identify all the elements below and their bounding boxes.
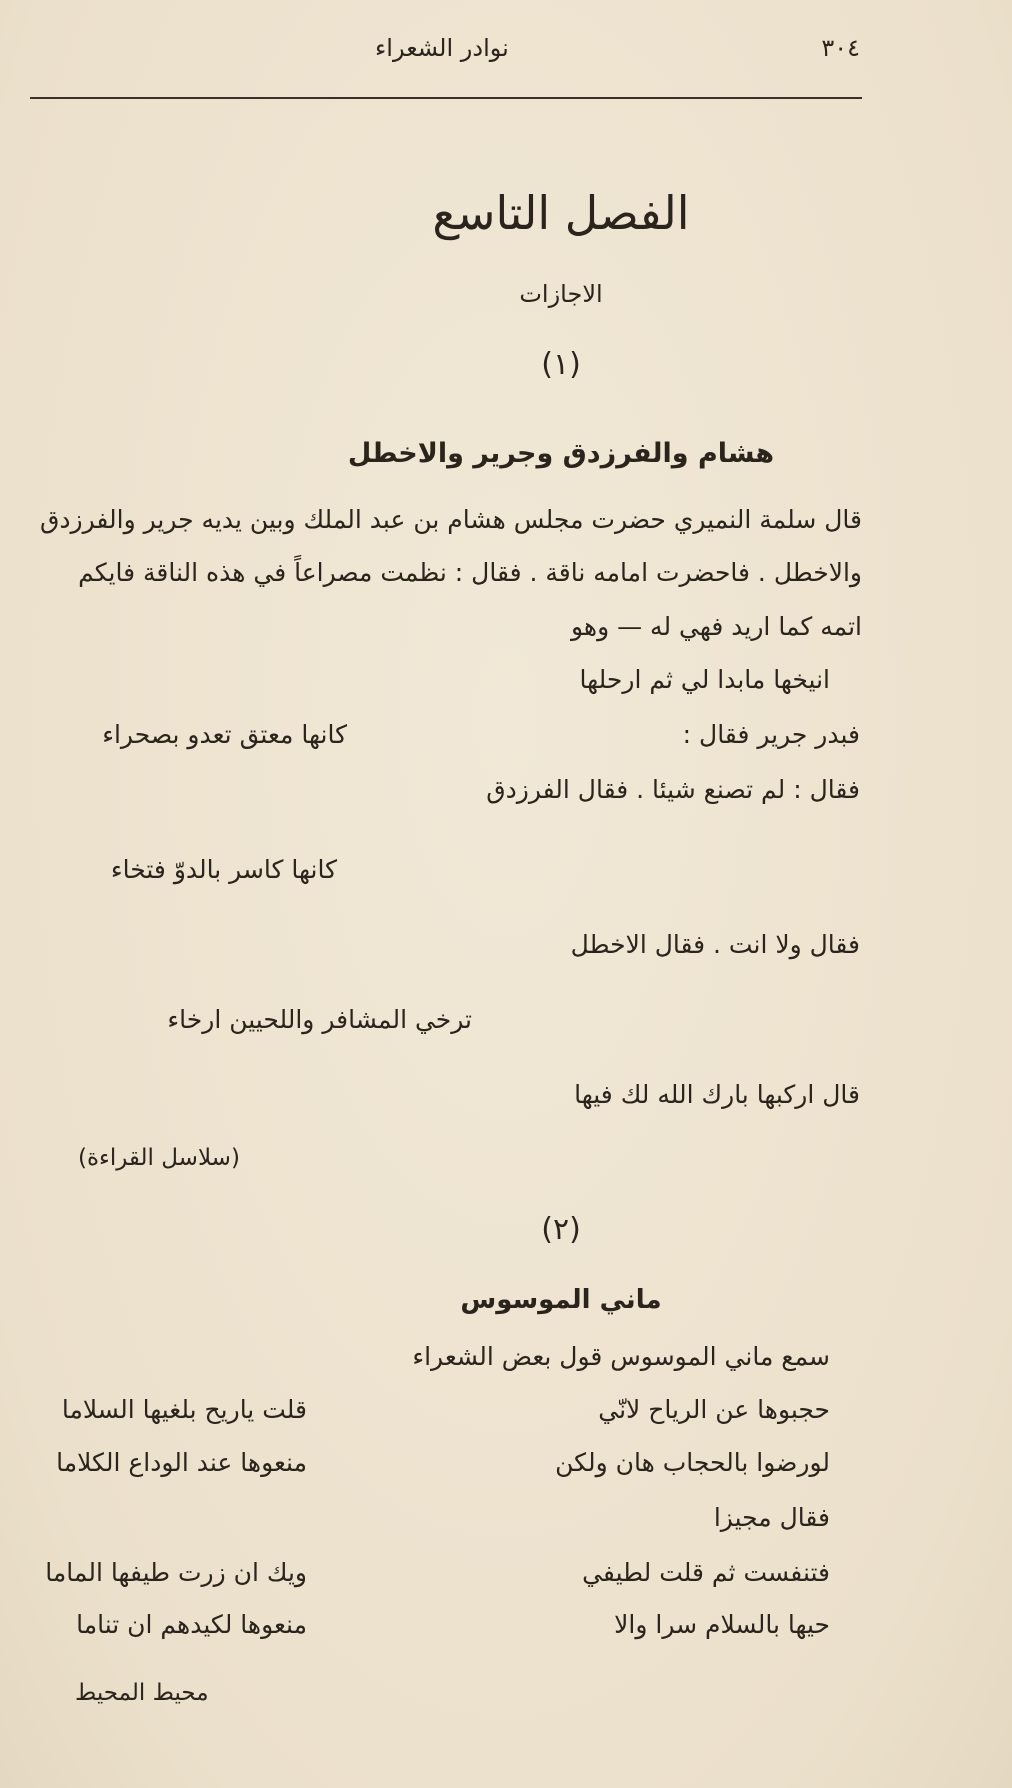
verse-line: كانها معتق تعدو بصحراء <box>102 720 347 749</box>
text-line: فقال : لم تصنع شيئا . فقال الفرزدق <box>486 775 860 804</box>
verse-line: انيخها مابدا لي ثم ارحلها <box>579 665 830 694</box>
paragraph-line: اتمه كما اريد فهي له — وهو <box>570 612 862 641</box>
section-number: (٢) <box>541 1212 581 1247</box>
verse-first-half: حجبوها عن الرياح لانّي <box>598 1395 830 1424</box>
verse-line: كانها كاسر بالدوّ فتخاء <box>110 855 337 884</box>
paragraph-line: والاخطل . فاحضرت امامه ناقة . فقال : نظمت مصراعاً في هذه الناقة فايكم <box>78 558 862 587</box>
text-line: قال اركبها بارك الله لك فيها <box>574 1080 860 1109</box>
paragraph-line: قال سلمة النميري حضرت مجلس هشام بن عبد الملك وبين يديه جرير والفرزدق <box>39 505 862 534</box>
text-line: فقال مجيزا <box>713 1503 830 1532</box>
source-citation: (سلاسل القراءة) <box>78 1145 240 1171</box>
header-rule <box>30 97 862 99</box>
section-number: (١) <box>541 347 581 382</box>
section-heading: ماني الموسوس <box>460 1285 662 1315</box>
verse-second-half: منعوها عند الوداع الكلاما <box>56 1448 307 1477</box>
page-number: ٣٠٤ <box>821 34 860 62</box>
running-title: نوادر الشعراء <box>375 34 509 62</box>
chapter-subtitle: الاجازات <box>519 280 603 308</box>
verse-first-half: حيها بالسلام سرا والا <box>614 1610 830 1639</box>
section-heading: هشام والفرزدق وجرير والاخطل <box>347 438 775 469</box>
text-line: فقال ولا انت . فقال الاخطل <box>570 930 860 959</box>
text-line: سمع ماني الموسوس قول بعض الشعراء <box>412 1342 830 1371</box>
verse-line: ترخي المشافر واللحيين ارخاء <box>167 1005 472 1034</box>
verse-second-half: قلت ياريح بلغيها السلاما <box>61 1395 307 1424</box>
verse-first-half: لورضوا بالحجاب هان ولكن <box>555 1448 830 1477</box>
verse-first-half: فتنفست ثم قلت لطيفي <box>582 1558 830 1587</box>
source-citation: محيط المحيط <box>75 1680 209 1706</box>
verse-second-half: ويك ان زرت طيفها الماما <box>45 1558 307 1587</box>
chapter-title: الفصل التاسع <box>432 186 690 240</box>
verse-second-half: منعوها لكيدهم ان تناما <box>76 1610 307 1639</box>
text-line: فبدر جرير فقال : <box>682 720 860 749</box>
